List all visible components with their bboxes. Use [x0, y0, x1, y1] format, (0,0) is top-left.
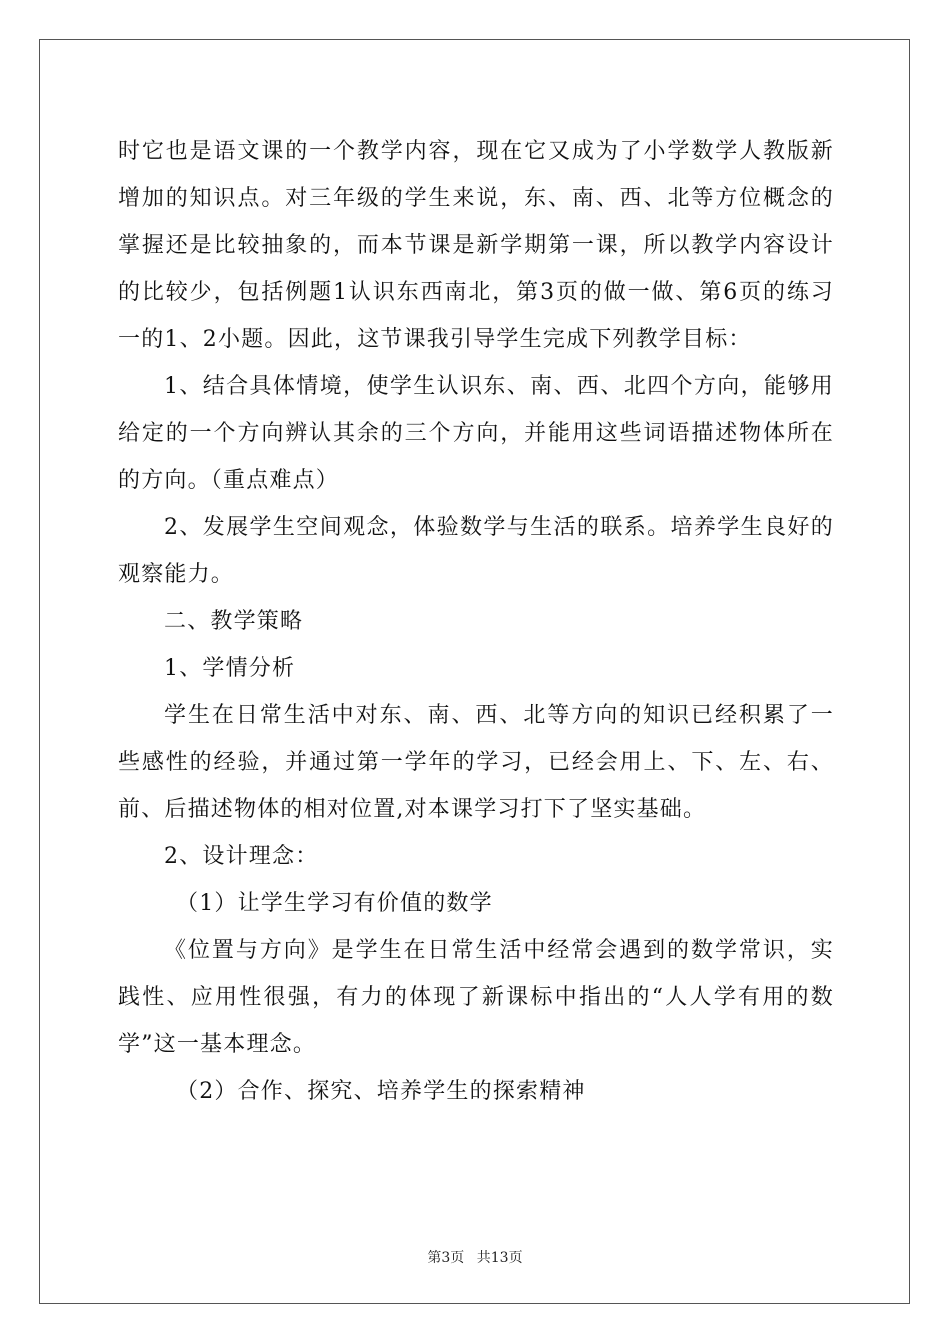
- subheading-cooperation: （2）合作、探究、培养学生的探索精神: [176, 1079, 586, 1104]
- subheading-valuable-math: （1）让学生学习有价值的数学: [176, 891, 493, 916]
- page-total: 共13页: [476, 1250, 523, 1266]
- section-heading-strategy: 二、教学策略: [164, 609, 304, 634]
- page-footer: [0, 1247, 950, 1267]
- paragraph-goal-2: 2、发展学生空间观念，体验数学与生活的联系。培养学生良好的观察能力。: [118, 515, 834, 587]
- subheading-design: 2、设计理念：: [164, 844, 319, 869]
- page-number: 第3页: [427, 1250, 465, 1266]
- paragraph-intro: 时它也是语文课的一个教学内容，现在它又成为了小学数学人教版新增加的知识点。对三年级的学生来说，东、南、西、北等方位概念的掌握还是比较抽象的，而本节课是新学期第一课，所以教学内容设计的比较少，包括例题1认识东西南北，第3页的做一做、第6页的练习一的1、2小题。因此，这节课我引导学生完成下列教学目标：: [118, 139, 834, 352]
- paragraph-valuable-math: 《位置与方向》是学生在日常生活中经常会遇到的数学常识，实践性、应用性很强，有力的体现了新课标中指出的“人人学有用的数学”这一基本理念。: [118, 938, 834, 1057]
- paragraph-goal-1: 1、结合具体情境，使学生认识东、南、西、北四个方向，能够用给定的一个方向辨认其余的三个方向，并能用这些词语描述物体所在的方向。（重点难点）: [118, 374, 834, 493]
- paragraph-analysis: 学生在日常生活中对东、南、西、北等方向的知识已经积累了一些感性的经验，并通过第一学年的学习，已经会用上、下、左、右、前、后描述物体的相对位置,对本课学习打下了坚实基础。: [118, 703, 834, 822]
- subheading-analysis: 1、学情分析: [164, 656, 296, 681]
- document-body: [118, 128, 834, 1115]
